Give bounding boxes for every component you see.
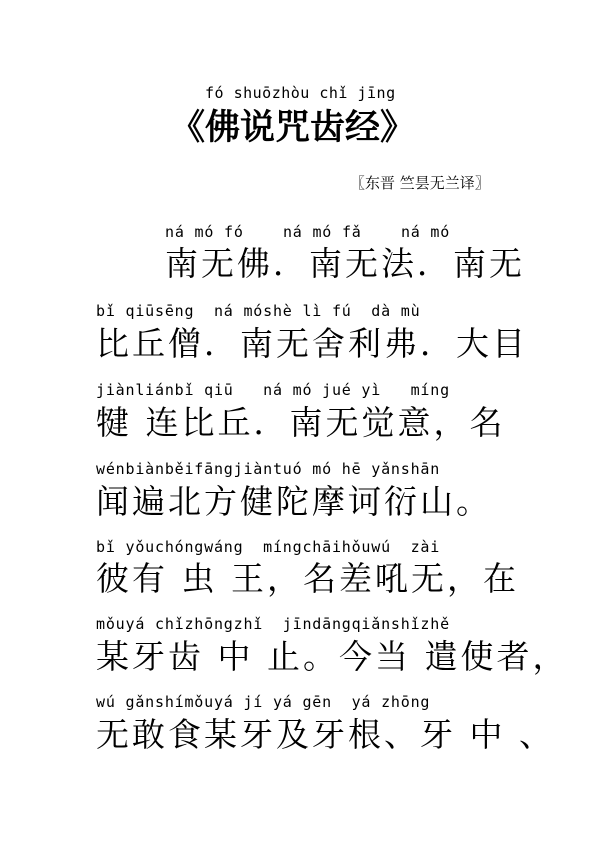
translator-credit: 〖东晋 竺昙无兰译〗 bbox=[350, 174, 490, 192]
verse-hanzi: 南无佛．南无法．南无 bbox=[165, 244, 525, 283]
verse-hanzi: 某牙齿 中 止。今当 遣使者， bbox=[96, 637, 569, 676]
page-title: 《佛说咒齿经》 bbox=[170, 107, 416, 148]
verse-pinyin: wénbiànběifāngjiàntuó mó hē yǎnshān bbox=[96, 460, 441, 478]
verse-pinyin: wú gǎnshímǒuyá jí yá gēn yá zhōng bbox=[96, 693, 431, 711]
verse-hanzi: 彼有 虫 王，名差吼无，在 bbox=[96, 559, 519, 598]
verse-pinyin: bǐ qiūsēng ná móshè lì fú dà mù bbox=[96, 302, 421, 320]
verse-hanzi: 无敢食某牙及牙根、牙 中 、 bbox=[96, 715, 555, 754]
title-pinyin: fó shuōzhòu chǐ jīng bbox=[205, 84, 396, 102]
verse-hanzi: 犍 连比丘．南无觉意，名 bbox=[96, 403, 506, 442]
verse-pinyin: mǒuyá chǐzhōngzhǐ jīndāngqiǎnshǐzhě bbox=[96, 615, 450, 633]
verse-hanzi: 闻遍北方健陀摩诃衍山。 bbox=[96, 482, 492, 521]
verse-hanzi: 比丘僧．南无舍利弗．大目 bbox=[96, 324, 528, 363]
verse-pinyin: ná mó fó ná mó fǎ ná mó bbox=[165, 223, 451, 241]
verse-pinyin: jiànliánbǐ qiū ná mó jué yì míng bbox=[96, 381, 450, 399]
verse-pinyin: bǐ yǒuchóngwáng míngchāihǒuwú zài bbox=[96, 538, 441, 556]
